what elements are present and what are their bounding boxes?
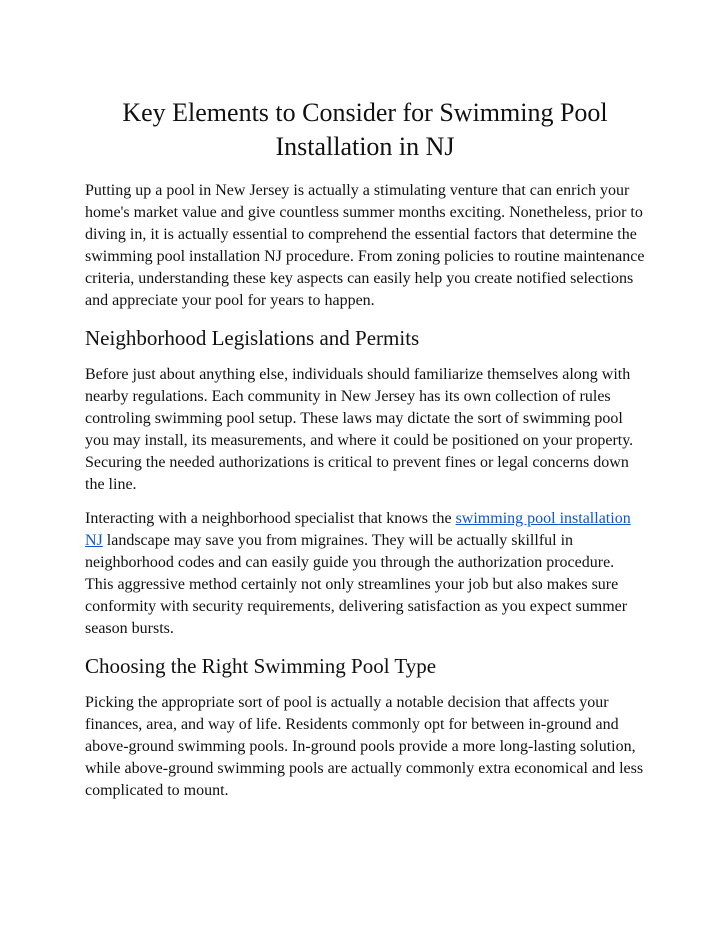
- section-heading-legislations: Neighborhood Legislations and Permits: [85, 326, 420, 350]
- legislations-paragraph-1: Before just about anything else, individuals should familiarize themselves along with nearby regulations. Each community in New Jersey has its own collection of rules controling swimming pool setup. These laws may dictate the sort of swimming pool you may install, its measurements, and where it could be positioned on your property. Securing the needed authorizations is critical to prevent fines or legal concerns down the line.: [85, 366, 634, 493]
- document-page: [85, 96, 645, 814]
- document-title: Key Elements to Consider for Swimming Pool Installation in NJ: [122, 98, 608, 161]
- paragraph-text-before-link: Interacting with a neighborhood specialist that knows the: [85, 510, 456, 527]
- swimming-pool-installation-link[interactable]: swimming pool installation NJ: [85, 510, 631, 549]
- legislations-paragraph-2: [85, 508, 645, 640]
- intro-paragraph: Putting up a pool in New Jersey is actually a stimulating venture that can enrich your home's market value and give countless summer months exciting. Nonetheless, prior to diving in, it is actually essential to comprehend the essential factors that determine the swimming pool installation NJ procedure. From zoning policies to routine maintenance criteria, understanding these key aspects can easily help you create notified selections and appreciate your pool for years to happen.: [85, 182, 645, 309]
- paragraph-text-after-link: landscape may save you from migraines. They will be actually skillful in neighborhood codes and can easily guide you through the authorization procedure. This aggressive method certainly not only streamlines your job but also makes sure conformity with security requirements, delivering satisfaction as you expect summer season bursts.: [85, 532, 628, 637]
- section-heading-pool-type: Choosing the Right Swimming Pool Type: [85, 654, 437, 678]
- pool-type-paragraph-1: Picking the appropriate sort of pool is actually a notable decision that affects your finances, area, and way of life. Residents commonly opt for between in-ground and above-ground swimming pools. In-ground pools provide a more long-lasting solution, while above-ground swimming pools are actually commonly extra economical and less complicated to mount.: [85, 694, 644, 799]
